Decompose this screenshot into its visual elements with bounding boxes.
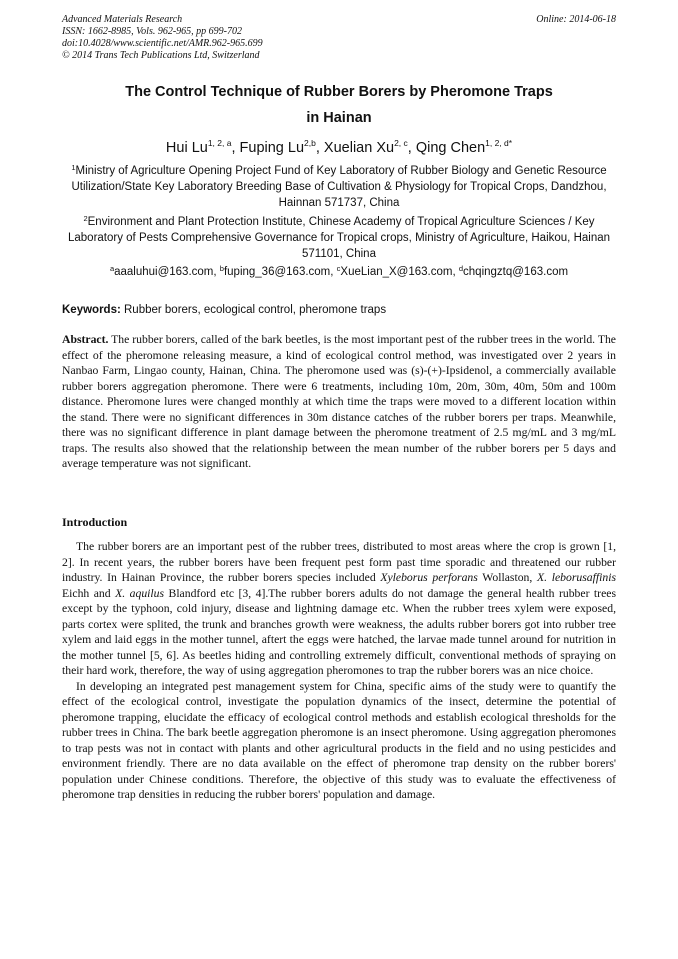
author-list <box>62 139 616 157</box>
author: Fuping Lu$^{2,b}$, <box>239 138 324 156</box>
title-line-2: in Hainan <box>306 110 372 126</box>
intro-paragraph-1: The rubber borers are an important pest of the rubber trees, distributed to most areas where the crop is grown [1, 2]. In recent years, the rubber borers have been frequent pest form past time sporadic and threatened our rubber industry. In Hainan Province, the rubber borers species included Xyleborus perforans Wollaston, X. leborusaffinis Eichh and X. aquilus Blandford etc [3, 4].The rubber borers adults do not damage the general health rubber trees except by the typhoon, cold injury, disease and lightning damage etc. When the rubber trees xylem were exposed, parts cortex were splited, the trunk and branches growth were weakness, the adults rubber borers got into rubber tree xylem and laid eggs in the mother tunnel, aftert the eggs were hatched, the larvae made tunnel around for nutrition in the mother tunnel [5, 6]. As beetles hiding and controlling extremely difficult, conventional methods of spraying on their hard work, therefore, the way of using aggregation pheromones to trap the rubber borers was an nice choice. <box>62 540 616 677</box>
journal-doi[interactable]: doi:10.4028/www.scientific.net/AMR.962-965.699 <box>62 38 263 49</box>
keywords-text: Rubber borers, ecological control, pheromone traps <box>120 304 387 316</box>
intro-paragraph-2: In developing an integrated pest management system for China, specific aims of the study were to quantify the effect of the ecological control, investigate the population dynamics of the insect, determine the potential of pheromone trapping, elucidate the efficacy of ecological control methods and establish ecological thresholds for the rubber trees in China. The bark beetle aggregation pheromone is an insect pheromone. Using aggregation pheromones to trap pests was not in contact with plants and other agricultural products in the field and no using pesticides and environment friendly. There are no data available on the effect of pheromone trap density on the rubber borers' population under Chinese conditions. Therefore, the objective of this study was to evaluate the effectiveness of pheromone trap densities in reducing the rubber borers' population and damage. <box>62 679 616 801</box>
journal-copyright: © 2014 Trans Tech Publications Ltd, Switzerland <box>62 50 260 61</box>
abstract-label: Abstract. <box>62 333 109 346</box>
keywords <box>62 302 616 318</box>
author-emails: $^a$aaaluhui@163.com, $^b$fuping_36@163.com, $^c$XueLian_X@163.com, $^d$chqingztq@163.com <box>109 264 569 278</box>
email[interactable]: $^d$chqingztq@163.com <box>458 264 569 278</box>
online-date: Online: 2014-06-18 <box>536 14 616 25</box>
paper-title <box>62 79 616 131</box>
journal-header <box>62 14 616 62</box>
abstract <box>62 332 616 472</box>
email[interactable]: $^a$aaaluhui@163.com <box>109 264 214 278</box>
author: Hui Lu$^{1, 2, a}$, <box>165 138 240 156</box>
introduction-body <box>62 539 616 803</box>
introduction-heading: Introduction <box>62 515 128 529</box>
email[interactable]: $^b$fuping_36@163.com <box>219 264 331 278</box>
author: Xuelian Xu$^{2, c}$, <box>323 138 416 156</box>
email[interactable]: $^c$XueLian_X@163.com <box>336 264 453 278</box>
journal-name: Advanced Materials Research <box>62 14 183 25</box>
author: Qing Chen$^{1, 2, d*}$ <box>415 138 513 156</box>
affiliation-2: $^2$Environment and Plant Protection Institute, Chinese Academy of Tropical Agriculture Sciences / Key Laboratory of Pests Comprehensive Governance for Tropical crops, Ministry of Agriculture, Haikou, Hainan 571101, China <box>67 214 611 260</box>
journal-issn: ISSN: 1662-8985, Vols. 962-965, pp 699-702 <box>62 26 242 37</box>
abstract-text: The rubber borers, called of the bark beetles, is the most important pest of the rubber trees in the world. The effect of the pheromone releasing measure, a kind of ecological control method, was investigated over 2 years in Nanbao Farm, Lingao county, Hainan, China. The pheromone used was (s)-(+)-Ipsidenol, a commercially available rubber borers aggregation pheromone. There were 6 treatments, including 10m, 20m, 30m, 40m, 50m and 100m distance. Pheromone lures were changed monthly at which time the traps were moved to a different location within the stand. There were no significant differences in 30m distance catches of the rubber borers per traps. Meanwhile, there was no significant difference in plant damage between the pheromone treatment of 2.5 mg/mL and 3 mg/mL traps. The results also showed that the relationship between the mean number of the rubber borers per 5 days and average temperature was not significant. <box>62 333 616 470</box>
keywords-label: Keywords: <box>62 304 121 316</box>
affiliation-1: $^1$Ministry of Agriculture Opening Project Fund of Key Laboratory of Rubber Biology and Genetic Resource Utilization/State Key Laboratory Breeding Base of Cultivation & Physiology for Tropical Crops, Dandzhou, Hainnan 571737, China <box>71 163 607 209</box>
title-line-1: The Control Technique of Rubber Borers by Pheromone Traps <box>125 84 553 100</box>
